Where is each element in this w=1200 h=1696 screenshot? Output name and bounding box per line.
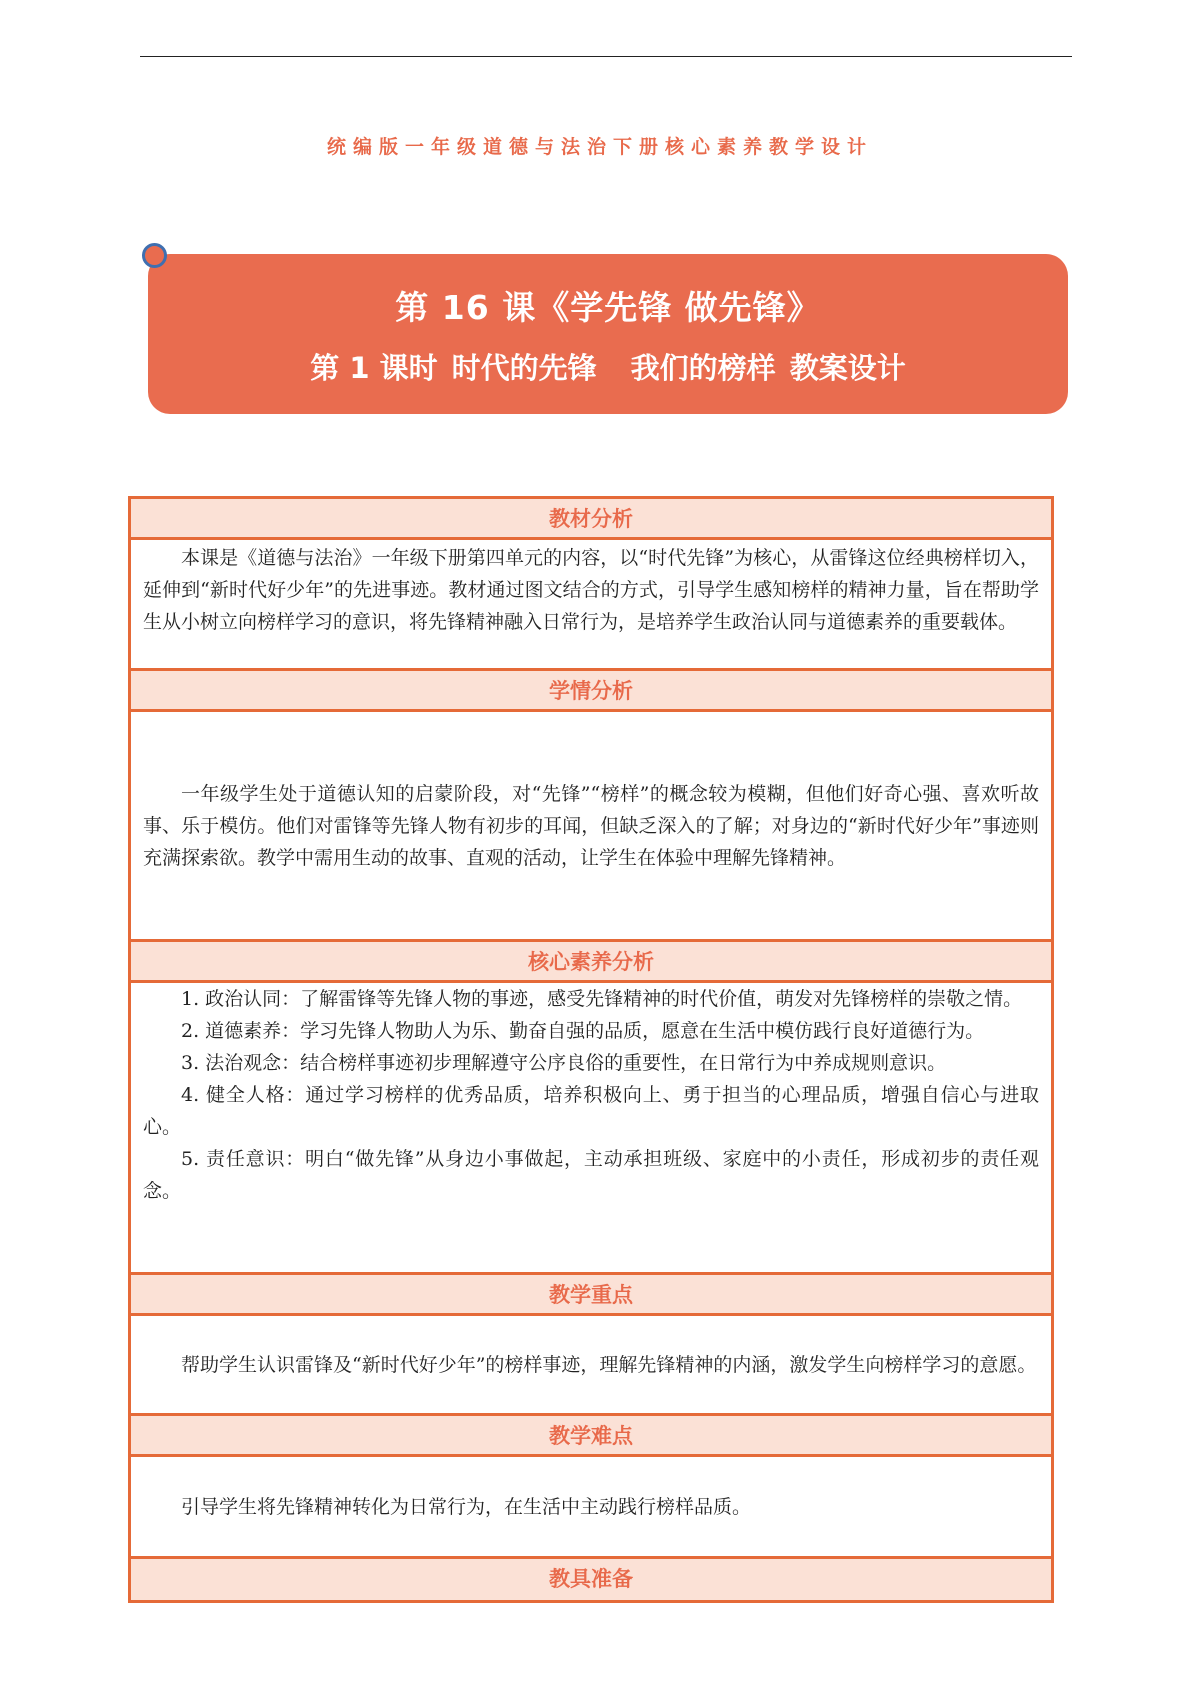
lesson-title: 第 16 课《学先锋 做先锋》 [395,288,821,327]
section-body-textbook-analysis [131,540,1051,671]
paragraph: 引导学生将先锋精神转化为日常行为，在生活中主动践行榜样品质。 [181,1495,752,1518]
subtitle-suffix: 教案设计 [789,351,906,385]
list-item: 1. 政治认同：了解雷锋等先锋人物的事迹，感受先锋精神的时代价值，萌发对先锋榜样的崇敬之情。 [181,988,1023,1010]
section-heading-teaching-aids: 教具准备 [131,1559,1051,1600]
paragraph: 本课是《道德与法治》一年级下册第四单元的内容，以“时代先锋”为核心，从雷锋这位经典榜样切入，延伸到“新时代好少年”的先进事迹。教材通过图文结合的方式，引导学生感知榜样的精神力量，旨在帮助学生从小树立向榜样学习的意识，将先锋精神融入日常行为，是培养学生政治认同与道德素养的重要载体。 [143,547,1039,633]
series-title: 统编版一年级道德与法治下册核心素养教学设计 [326,136,873,158]
subtitle-topic-1: 时代的先锋 [451,351,597,385]
paragraph: 帮助学生认识雷锋及“新时代好少年”的榜样事迹，理解先锋精神的内涵，激发学生向榜样学习的意愿。 [181,1353,1037,1376]
section-heading-key-points: 教学重点 [131,1275,1051,1316]
period-label: 第 1 课时 [310,351,438,385]
section-body-key-points [131,1316,1051,1416]
subtitle-topic-2: 我们的榜样 [630,351,776,385]
section-body-student-analysis [131,712,1051,942]
section-body-difficult-points [131,1457,1051,1559]
header-rule [140,56,1072,57]
lesson-plan-table [128,496,1054,1603]
list-item: 3. 法治观念：结合榜样事迹初步理解遵守公序良俗的重要性，在日常行为中养成规则意识。 [181,1052,947,1074]
list-item: 5. 责任意识：明白“做先锋”从身边小事做起，主动承担班级、家庭中的小责任，形成初步的责任观念。 [143,1148,1039,1202]
paragraph: 一年级学生处于道德认知的启蒙阶段，对“先锋”“榜样”的概念较为模糊，但他们好奇心强、喜欢听故事、乐于模仿。他们对雷锋等先锋人物有初步的耳闻，但缺乏深入的了解；对身边的“新时代好少年”事迹则充满探索欲。教学中需用生动的故事、直观的活动，让学生在体验中理解先锋精神。 [143,782,1039,869]
circle-bullet-icon [142,243,167,268]
section-heading-core-literacy: 核心素养分析 [131,942,1051,983]
list-item: 4. 健全人格：通过学习榜样的优秀品质，培养积极向上、勇于担当的心理品质，增强自信心与进取心。 [143,1084,1039,1138]
list-item: 2. 道德素养：学习先锋人物助人为乐、勤奋自强的品质，愿意在生活中模仿践行良好道德行为。 [181,1020,985,1042]
section-heading-textbook-analysis: 教材分析 [131,499,1051,540]
section-heading-difficult-points: 教学难点 [131,1416,1051,1457]
lesson-subtitle [148,346,1068,387]
lesson-banner [148,254,1068,414]
section-heading-student-analysis: 学情分析 [131,671,1051,712]
section-body-core-literacy [131,983,1051,1275]
